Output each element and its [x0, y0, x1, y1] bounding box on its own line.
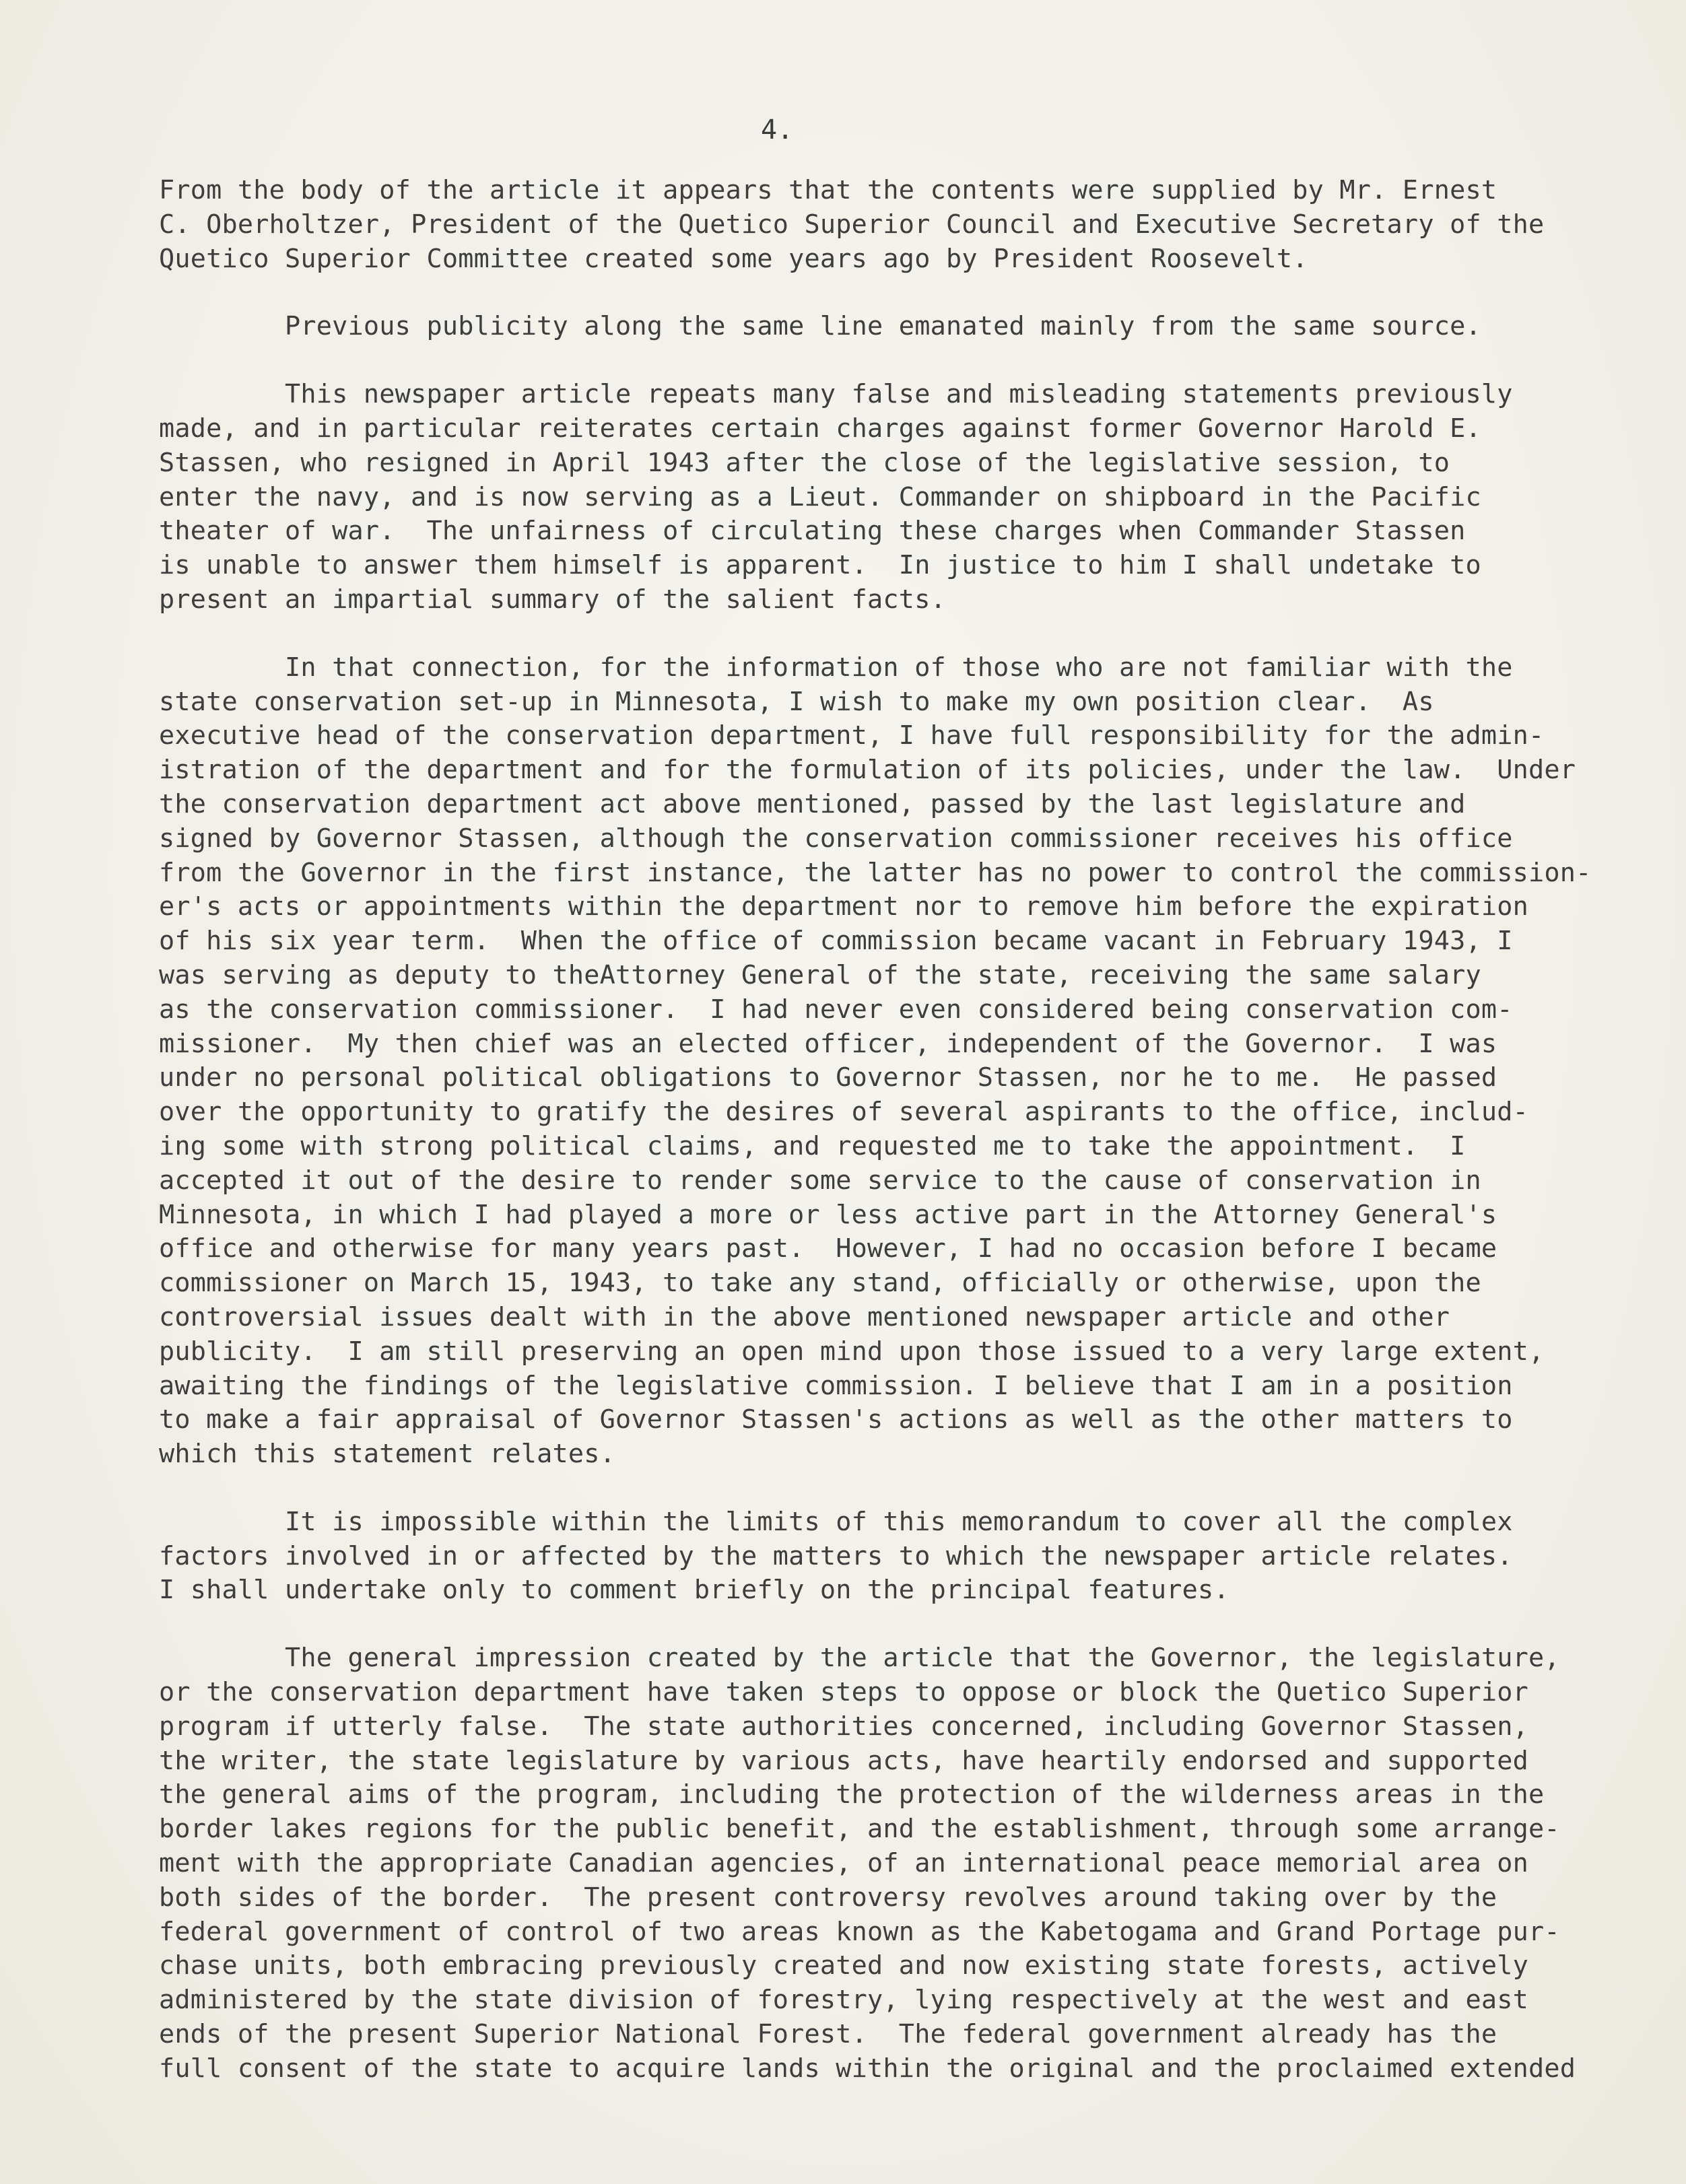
text-line: Previous publicity along the same line emanated mainly from the same source. — [159, 311, 1481, 342]
text-line: Stassen, who resigned in April 1943 after the close of the legislative session, to — [159, 447, 1450, 478]
paragraph-3 — [159, 378, 1660, 617]
text-line: federal government of control of two areas known as the Kabetogama and Grand Portage pur- — [159, 1916, 1560, 1947]
text-line: under no personal political obligations to Governor Stassen, nor he to me. He passed — [159, 1062, 1497, 1093]
text-line: border lakes regions for the public benefit, and the establishment, through some arrange- — [159, 1814, 1560, 1845]
text-line: controversial issues dealt with in the above mentioned newspaper article and other — [159, 1301, 1450, 1332]
text-line: ment with the appropriate Canadian agencies, of an international peace memorial area on — [159, 1848, 1528, 1879]
paragraph-2 — [159, 310, 1660, 344]
text-line: from the Governor in the first instance, the latter has no power to control the commission- — [159, 857, 1592, 888]
text-line: From the body of the article it appears that the contents were supplied by Mr. Ernest — [159, 175, 1497, 205]
text-line: executive head of the conservation department, I have full responsibility for the admin- — [159, 720, 1545, 751]
text-line: chase units, both embracing previously created and now existing state forests, actively — [159, 1950, 1528, 1981]
text-line: made, and in particular reiterates certain charges against former Governor Harold E. — [159, 413, 1481, 444]
text-line: It is impossible within the limits of this memorandum to cover all the complex — [159, 1506, 1513, 1537]
text-line: of his six year term. When the office of commission became vacant in February 1943, I — [159, 926, 1513, 957]
text-line: full consent of the state to acquire lands within the original and the proclaimed extended — [159, 2053, 1576, 2084]
text-line: the writer, the state legislature by various acts, have heartily endorsed and supported — [159, 1745, 1528, 1776]
paragraph-gap — [159, 617, 1660, 651]
text-line: as the conservation commissioner. I had never even considered being conservation com- — [159, 994, 1513, 1025]
text-line: administered by the state division of forestry, lying respectively at the west and east — [159, 1985, 1528, 2016]
text-line: to make a fair appraisal of Governor Stassen's actions as well as the other matters to — [159, 1404, 1513, 1435]
text-line: or the conservation department have taken steps to oppose or block the Quetico Superior — [159, 1677, 1528, 1708]
text-line: which this statement relates. — [159, 1439, 615, 1470]
text-line: In that connection, for the information of those who are not familiar with the — [159, 652, 1513, 683]
text-line: Minnesota, in which I had played a more or less active part in the Attorney General's — [159, 1199, 1497, 1230]
text-line: enter the navy, and is now serving as a Lieut. Commander on shipboard in the Pacific — [159, 481, 1481, 512]
text-line: office and otherwise for many years past. However, I had no occasion before I became — [159, 1233, 1497, 1264]
text-line: ends of the present Superior National Forest. The federal government already has the — [159, 2019, 1497, 2050]
document-body — [159, 174, 1660, 2086]
text-line: Quetico Superior Committee created some years ago by President Roosevelt. — [159, 243, 1308, 274]
text-line: missioner. My then chief was an elected officer, independent of the Governor. I was — [159, 1028, 1497, 1059]
text-line: signed by Governor Stassen, although the conservation commissioner receives his office — [159, 823, 1513, 854]
text-line: istration of the department and for the formulation of its policies, under the law. Under — [159, 755, 1576, 786]
text-line: program if utterly false. The state authorities concerned, including Governor Stassen, — [159, 1711, 1528, 1742]
text-line: both sides of the border. The present controversy revolves around taking over by the — [159, 1882, 1497, 1913]
text-line: publicity. I am still preserving an open mind upon those issued to a very large extent, — [159, 1336, 1545, 1367]
text-line: ing some with strong political claims, and requested me to take the appointment. I — [159, 1130, 1466, 1161]
paragraph-5 — [159, 1505, 1660, 1608]
text-line: awaiting the findings of the legislative commission. I believe that I am in a position — [159, 1370, 1513, 1401]
paragraph-gap — [159, 1472, 1660, 1505]
paragraph-gap — [159, 344, 1660, 378]
paragraph-1 — [159, 174, 1660, 276]
text-line: is unable to answer them himself is apparent. In justice to him I shall undetake to — [159, 550, 1481, 581]
paragraph-gap — [159, 1608, 1660, 1641]
text-line: present an impartial summary of the salient facts. — [159, 584, 946, 615]
text-line: theater of war. The unfairness of circulating these charges when Commander Stassen — [159, 516, 1466, 547]
text-line: er's acts or appointments within the department nor to remove him before the expiration — [159, 891, 1528, 922]
text-line: state conservation set-up in Minnesota, I wish to make my own position clear. As — [159, 686, 1434, 717]
text-line: commissioner on March 15, 1943, to take any stand, officially or otherwise, upon the — [159, 1268, 1481, 1299]
page-number: 4. — [761, 114, 794, 145]
paragraph-gap — [159, 276, 1660, 310]
text-line: over the opportunity to gratify the desires of several aspirants to the office, includ- — [159, 1097, 1528, 1128]
text-line: The general impression created by the article that the Governor, the legislature, — [159, 1643, 1560, 1674]
text-line: the general aims of the program, including the protection of the wilderness areas in the — [159, 1779, 1545, 1810]
paragraph-4 — [159, 651, 1660, 1472]
text-line: C. Oberholtzer, President of the Quetico Superior Council and Executive Secretary of the — [159, 209, 1545, 240]
text-line: the conservation department act above mentioned, passed by the last legislature and — [159, 788, 1466, 819]
text-line: This newspaper article repeats many false and misleading statements previously — [159, 379, 1513, 410]
text-line: accepted it out of the desire to render some service to the cause of conservation in — [159, 1165, 1481, 1196]
paragraph-6 — [159, 1641, 1660, 2086]
text-line: factors involved in or affected by the matters to which the newspaper article relates. — [159, 1540, 1513, 1571]
text-line: was serving as deputy to theAttorney General of the state, receiving the same salary — [159, 959, 1481, 990]
text-line: I shall undertake only to comment briefly on the principal features. — [159, 1575, 1229, 1606]
